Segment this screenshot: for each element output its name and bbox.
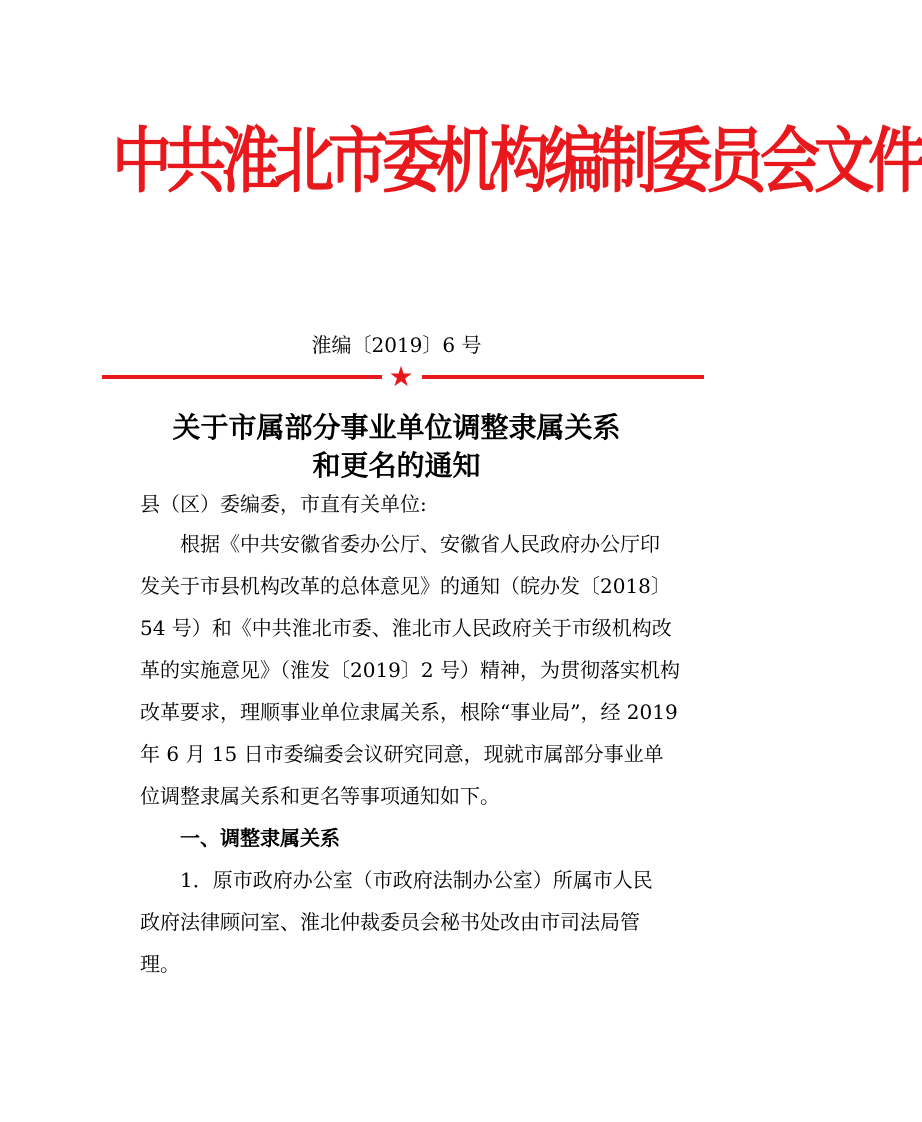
title-line-2: 和更名的通知	[312, 449, 481, 482]
body-line: 54 号）和《中共淮北市委、淮北市人民政府关于市级机构改	[140, 616, 672, 640]
body-line: 革的实施意见》（淮发〔2019〕2 号）精神，为贯彻落实机构	[140, 658, 680, 682]
masthead: 中共淮北市委机构编制委员会文件	[112, 120, 922, 204]
body-line: 年 6 月 15 日市委编委会议研究同意，现就市属部分事业单	[140, 742, 664, 766]
item-line: 理。	[140, 952, 180, 976]
separator-line-right	[422, 375, 704, 379]
body-line: 根据《中共安徽省委办公厅、安徽省人民政府办公厅印	[180, 532, 660, 556]
title-line-1: 关于市属部分事业单位调整隶属关系	[172, 411, 621, 444]
addressee: 县（区）委编委，市直有关单位:	[140, 492, 427, 516]
section-heading: 一、调整隶属关系	[180, 826, 340, 850]
separator-line-left	[102, 375, 382, 379]
body-line: 发关于市县机构改革的总体意见》的通知（皖办发〔2018〕	[140, 574, 671, 598]
document-number: 淮编〔2019〕6 号	[311, 333, 482, 357]
item-line: 1．原市政府办公室（市政府法制办公室）所属市人民	[180, 868, 653, 892]
body-line: 改革要求，理顺事业单位隶属关系，根除“事业局”，经 2019	[140, 700, 678, 724]
item-line: 政府法律顾问室、淮北仲裁委员会秘书处改由市司法局管	[140, 910, 640, 934]
star-icon: ★	[388, 360, 414, 393]
body-line: 位调整隶属关系和更名等事项通知如下。	[140, 784, 500, 808]
